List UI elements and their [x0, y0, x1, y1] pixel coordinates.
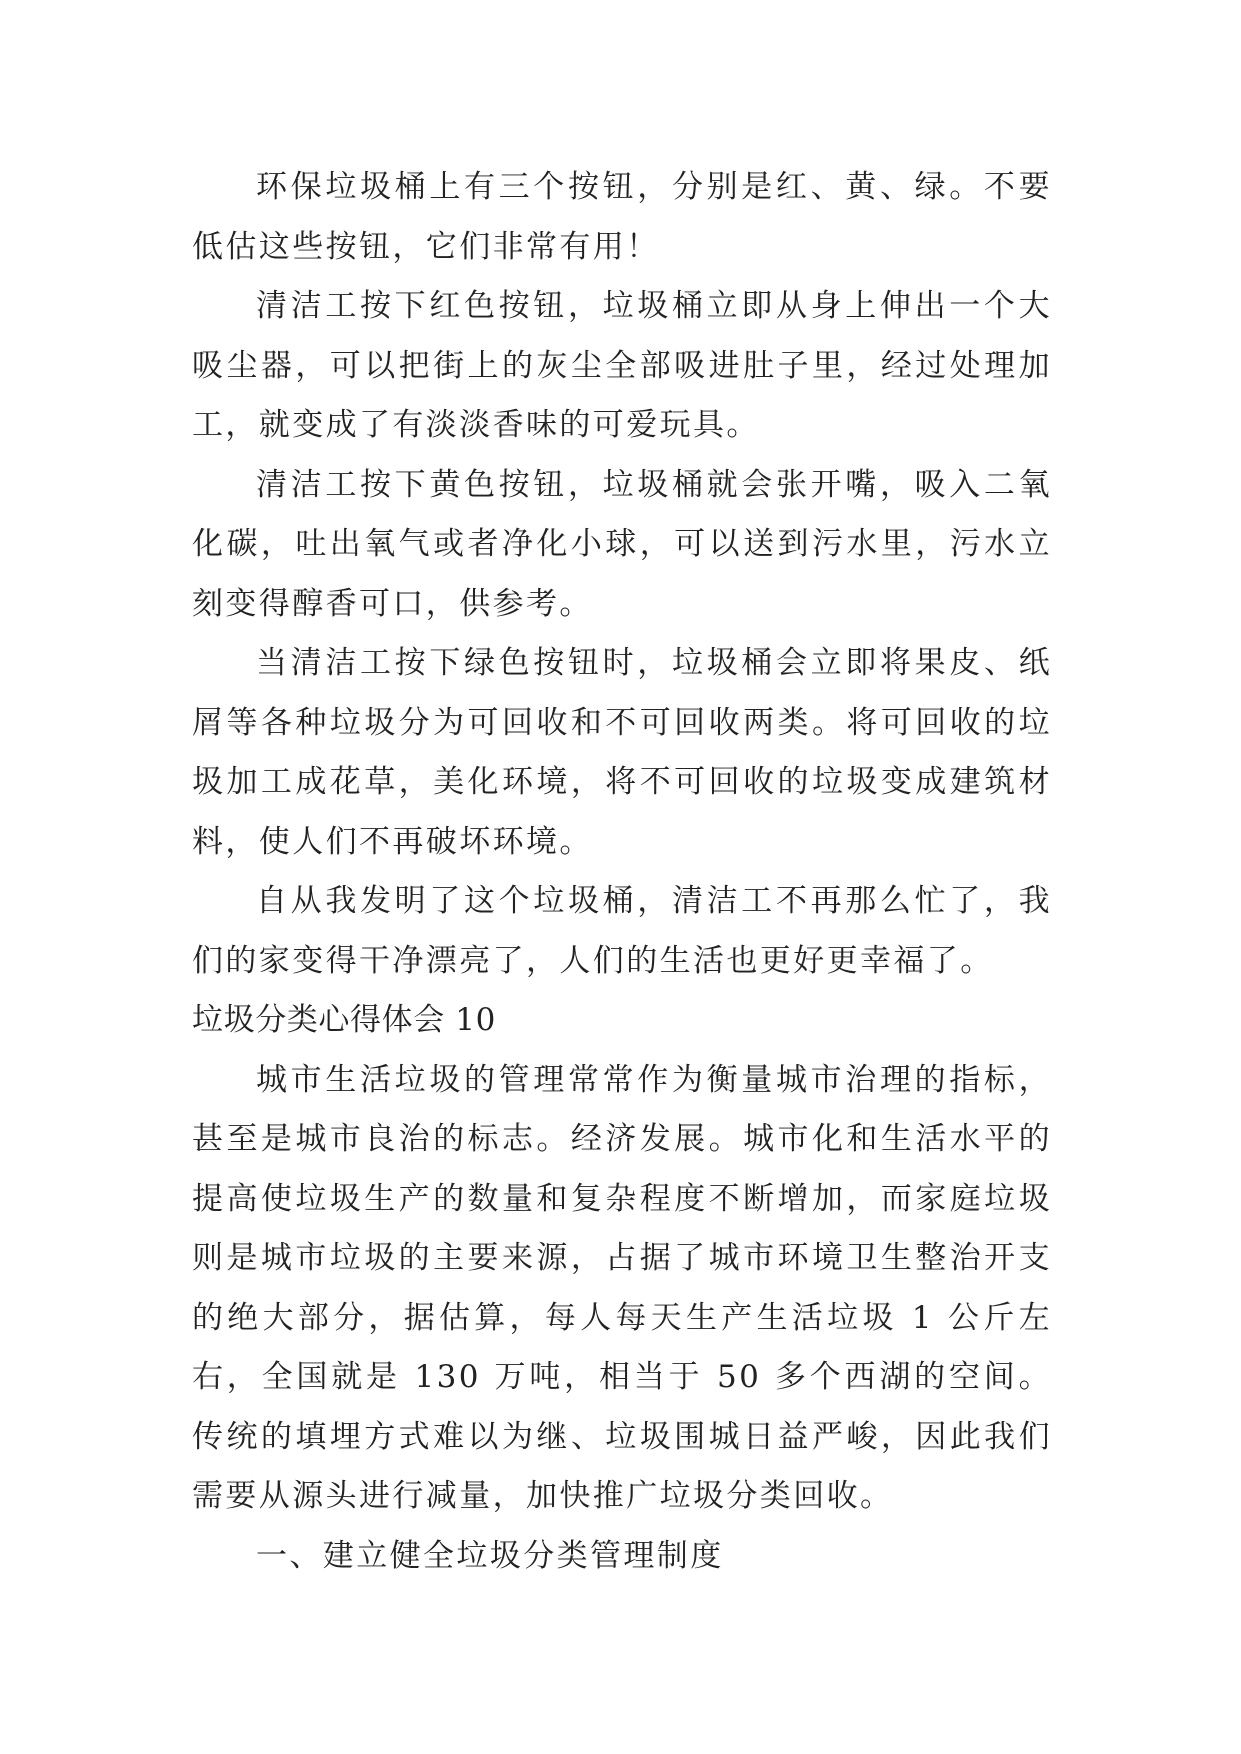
section-title: 一、建立健全垃圾分类管理制度	[256, 1537, 724, 1574]
paragraph-green-button: 当清洁工按下绿色按钮时，垃圾桶会立即将果皮、纸屑等各种垃圾分为可回收和不可回收两类。将可回收的垃圾加工成花草，美化环境，将不可回收的垃圾变成建筑材料，使人们不再破坏环境。	[192, 645, 1052, 860]
essay-heading: 垃圾分类心得体会 10	[192, 1002, 496, 1038]
paragraph-conclusion: 自从我发明了这个垃圾桶，清洁工不再那么忙了，我们的家变得干净漂亮了，人们的生活也更好更幸福了。	[192, 883, 1052, 979]
paragraph-city-waste: 城市生活垃圾的管理常常作为衡量城市治理的指标，甚至是城市良治的标志。经济发展。城市化和生活水平的提高使垃圾生产的数量和复杂程度不断增加，而家庭垃圾则是城市垃圾的主要来源，占据了城市环境卫生整治开支的绝大部分，据估算，每人每天生产生活垃圾 1 公斤左右，全国就是 130 万吨，相当于 50 多个西湖的空间。传统的填埋方式难以为继、垃圾围城日益严峻，因此我们需要从源头进行减量，加快推广垃圾分类回收。	[192, 1061, 1052, 1514]
document-body	[192, 158, 1052, 1586]
paragraph-buttons-intro: 环保垃圾桶上有三个按钮，分别是红、黄、绿。不要低估这些按钮，它们非常有用！	[192, 169, 1052, 265]
paragraph-red-button: 清洁工按下红色按钮，垃圾桶立即从身上伸出一个大吸尘器，可以把街上的灰尘全部吸进肚子里，经过处理加工，就变成了有淡淡香味的可爱玩具。	[192, 288, 1052, 443]
paragraph-yellow-button: 清洁工按下黄色按钮，垃圾桶就会张开嘴，吸入二氧化碳，吐出氧气或者净化小球，可以送到污水里，污水立刻变得醇香可口，供参考。	[192, 466, 1052, 622]
